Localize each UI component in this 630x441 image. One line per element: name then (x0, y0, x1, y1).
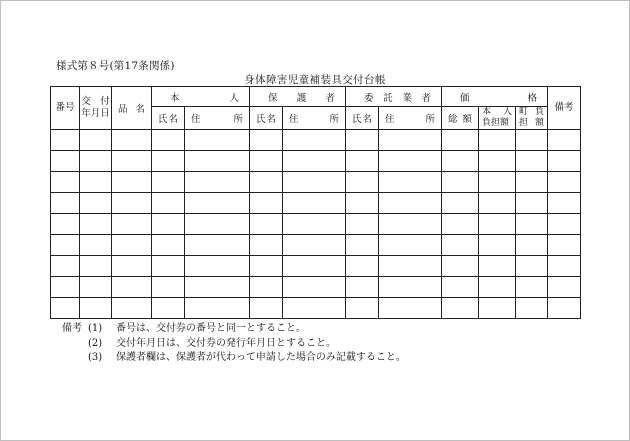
table-cell (283, 298, 346, 319)
header-principal-name: 氏 名 (152, 107, 185, 130)
table-cell (516, 298, 548, 319)
ledger-table (50, 86, 581, 319)
table-cell (346, 277, 379, 298)
table-cell (51, 151, 80, 172)
table-row (51, 151, 581, 172)
table-cell (442, 130, 479, 151)
table-cell (346, 256, 379, 277)
table-cell (51, 277, 80, 298)
table-cell (548, 235, 581, 256)
table-cell (283, 172, 346, 193)
table-cell (152, 151, 185, 172)
table-cell (185, 298, 250, 319)
table-cell (516, 235, 548, 256)
table-cell (250, 172, 283, 193)
table-cell (80, 151, 112, 172)
table-cell (80, 172, 112, 193)
table-cell (379, 214, 442, 235)
table-cell (152, 130, 185, 151)
table-cell (51, 130, 80, 151)
table-cell (152, 193, 185, 214)
table-cell (379, 298, 442, 319)
table-cell (152, 256, 185, 277)
table-cell (516, 151, 548, 172)
table-row (51, 172, 581, 193)
table-cell (51, 172, 80, 193)
table-cell (548, 151, 581, 172)
table-cell (112, 298, 152, 319)
table-row (51, 193, 581, 214)
table-cell (152, 235, 185, 256)
table-cell (51, 298, 80, 319)
table-cell (442, 235, 479, 256)
header-guardian: 保 護 者 (250, 87, 346, 107)
header-contractor-address: 住 所 (379, 107, 442, 130)
header-guardian-name: 氏 名 (250, 107, 283, 130)
table-cell (185, 235, 250, 256)
table-cell (80, 256, 112, 277)
table-cell (185, 151, 250, 172)
table-cell (185, 172, 250, 193)
table-cell (379, 151, 442, 172)
table-cell (51, 214, 80, 235)
header-principal: 本 人 (152, 87, 250, 107)
document-title: 身体障害児童補装具交付台帳 (244, 74, 386, 86)
table-cell (346, 130, 379, 151)
table-cell (442, 277, 479, 298)
table-cell (250, 298, 283, 319)
table-cell (442, 172, 479, 193)
header-self-burden: 本 人 負担額 (479, 107, 516, 130)
table-cell (346, 298, 379, 319)
table-cell (112, 130, 152, 151)
table-cell (283, 193, 346, 214)
table-cell (346, 151, 379, 172)
table-cell (548, 298, 581, 319)
header-issue-date: 交 付 年月日 (80, 87, 112, 130)
header-principal-address: 住 所 (185, 107, 250, 130)
header-price: 価 格 (442, 87, 548, 107)
notes-label: 備考 (62, 323, 82, 334)
table-row (51, 277, 581, 298)
table-cell (479, 235, 516, 256)
table-cell (185, 130, 250, 151)
table-cell (442, 214, 479, 235)
header-remarks: 備考 (548, 87, 581, 130)
table-cell (80, 235, 112, 256)
table-cell (112, 172, 152, 193)
table-cell (250, 256, 283, 277)
table-cell (283, 277, 346, 298)
table-cell (152, 277, 185, 298)
ledger-body (51, 130, 581, 319)
table-cell (516, 256, 548, 277)
table-cell (479, 277, 516, 298)
table-cell (479, 151, 516, 172)
table-cell (80, 193, 112, 214)
table-cell (548, 256, 581, 277)
header-contractor: 委 託 業 者 (346, 87, 442, 107)
table-cell (250, 151, 283, 172)
header-item-name: 品 名 (112, 87, 152, 130)
table-cell (185, 193, 250, 214)
table-cell (548, 214, 581, 235)
table-cell (379, 256, 442, 277)
table-cell (379, 277, 442, 298)
table-cell (346, 235, 379, 256)
table-cell (80, 298, 112, 319)
table-cell (479, 298, 516, 319)
table-cell (250, 277, 283, 298)
table-cell (51, 235, 80, 256)
header-total: 総 額 (442, 107, 479, 130)
table-cell (516, 130, 548, 151)
table-cell (283, 130, 346, 151)
table-cell (379, 130, 442, 151)
table-cell (185, 277, 250, 298)
table-cell (80, 277, 112, 298)
table-cell (185, 256, 250, 277)
table-cell (548, 172, 581, 193)
table-cell (516, 277, 548, 298)
table-cell (379, 193, 442, 214)
table-cell (51, 256, 80, 277)
table-cell (112, 256, 152, 277)
form-label: 様式第８号(第17条関係) (56, 60, 175, 72)
table-cell (346, 214, 379, 235)
table-cell (283, 214, 346, 235)
table-cell (479, 130, 516, 151)
table-row (51, 256, 581, 277)
table-cell (442, 256, 479, 277)
table-cell (152, 298, 185, 319)
header-row-1 (51, 87, 581, 107)
table-cell (112, 235, 152, 256)
table-row (51, 214, 581, 235)
note-item: (3) 保護者欄は、保護者が代わって申請した場合のみ記載すること。 (88, 352, 406, 363)
table-cell (51, 193, 80, 214)
header-number: 番号 (51, 87, 80, 130)
table-row (51, 235, 581, 256)
table-cell (250, 130, 283, 151)
table-cell (548, 130, 581, 151)
table-cell (250, 193, 283, 214)
table-cell (185, 214, 250, 235)
notes-section (62, 322, 406, 366)
table-cell (479, 172, 516, 193)
table-cell (152, 214, 185, 235)
table-row (51, 130, 581, 151)
table-cell (112, 214, 152, 235)
table-cell (152, 172, 185, 193)
table-cell (442, 151, 479, 172)
table-cell (479, 256, 516, 277)
header-guardian-address: 住 所 (283, 107, 346, 130)
note-item: 備考 (1) 番号は、交付券の番号と同一とすること。 (62, 322, 406, 337)
header-contractor-name: 氏 名 (346, 107, 379, 130)
table-cell (516, 214, 548, 235)
table-cell (112, 193, 152, 214)
table-cell (112, 277, 152, 298)
table-cell (442, 298, 479, 319)
table-cell (379, 172, 442, 193)
header-town-burden: 町 負 担 額 (516, 107, 548, 130)
table-cell (112, 151, 152, 172)
note-item: (2) 交付年月日は、交付券の発行年月日とすること。 (88, 337, 336, 349)
table-cell (80, 214, 112, 235)
table-cell (548, 277, 581, 298)
table-cell (379, 235, 442, 256)
table-cell (283, 235, 346, 256)
table-cell (80, 130, 112, 151)
table-cell (516, 193, 548, 214)
table-cell (250, 214, 283, 235)
table-cell (346, 172, 379, 193)
table-cell (479, 214, 516, 235)
table-cell (283, 256, 346, 277)
table-cell (442, 193, 479, 214)
table-cell (250, 235, 283, 256)
table-row (51, 298, 581, 319)
table-cell (548, 193, 581, 214)
table-cell (283, 151, 346, 172)
table-cell (516, 172, 548, 193)
table-cell (346, 193, 379, 214)
table-cell (479, 193, 516, 214)
